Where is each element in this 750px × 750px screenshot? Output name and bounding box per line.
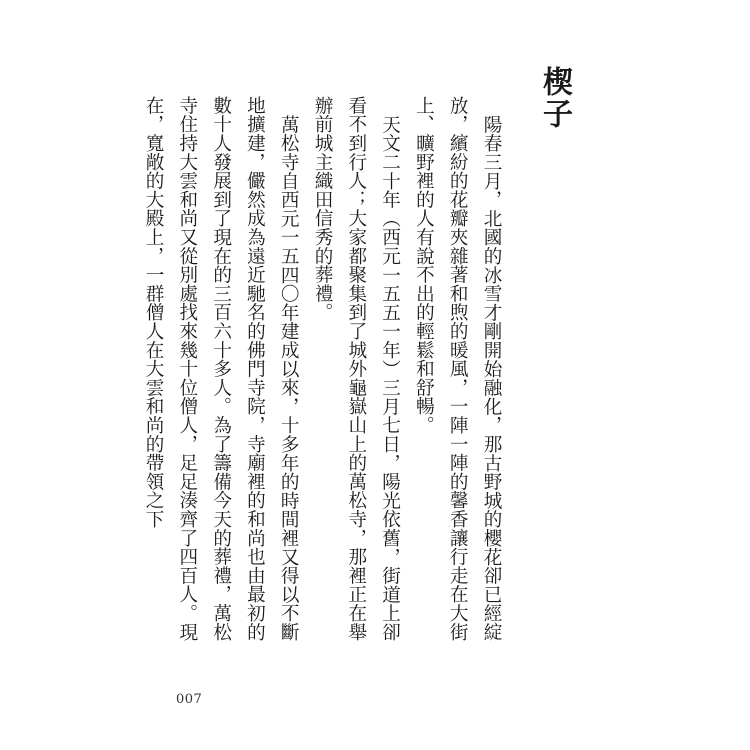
paragraph: 萬松寺自西元一五四〇年建成以來，十多年的時間裡又得以不斷地擴建，儼然成為遠近馳名的佛門寺院，寺廟裡的和尚也由最初的數十人發展到了現在的三百六十多人。為了籌備今天的葬禮，萬松寺住持大雲和尚又從別處找來幾十位僧人，足足湊齊了四百人。現在，寬敞的大殿上，一群僧人在大雲和尚的帶領之下 xyxy=(143,96,300,642)
paragraph: 陽春三月，北國的冰雪才剛開始融化，那古野城的櫻花卻已經綻放，繽紛的花瓣夾雜著和煦的暖風，一陣一陣的馨香讓行走在大街上、曠野裡的人有說不出的輕鬆和舒暢。 xyxy=(413,96,502,642)
body-text xyxy=(136,96,508,656)
page-number: 007 xyxy=(176,692,203,707)
paragraph: 天文二十年（西元一五五一年）三月七日，陽光依舊，街道上卻看不到行人；大家都聚集到了城外龜嶽山上的萬松寺，那裡正在舉辦前城主織田信秀的葬禮。 xyxy=(312,96,401,642)
chapter-title: 楔子 xyxy=(537,66,572,130)
